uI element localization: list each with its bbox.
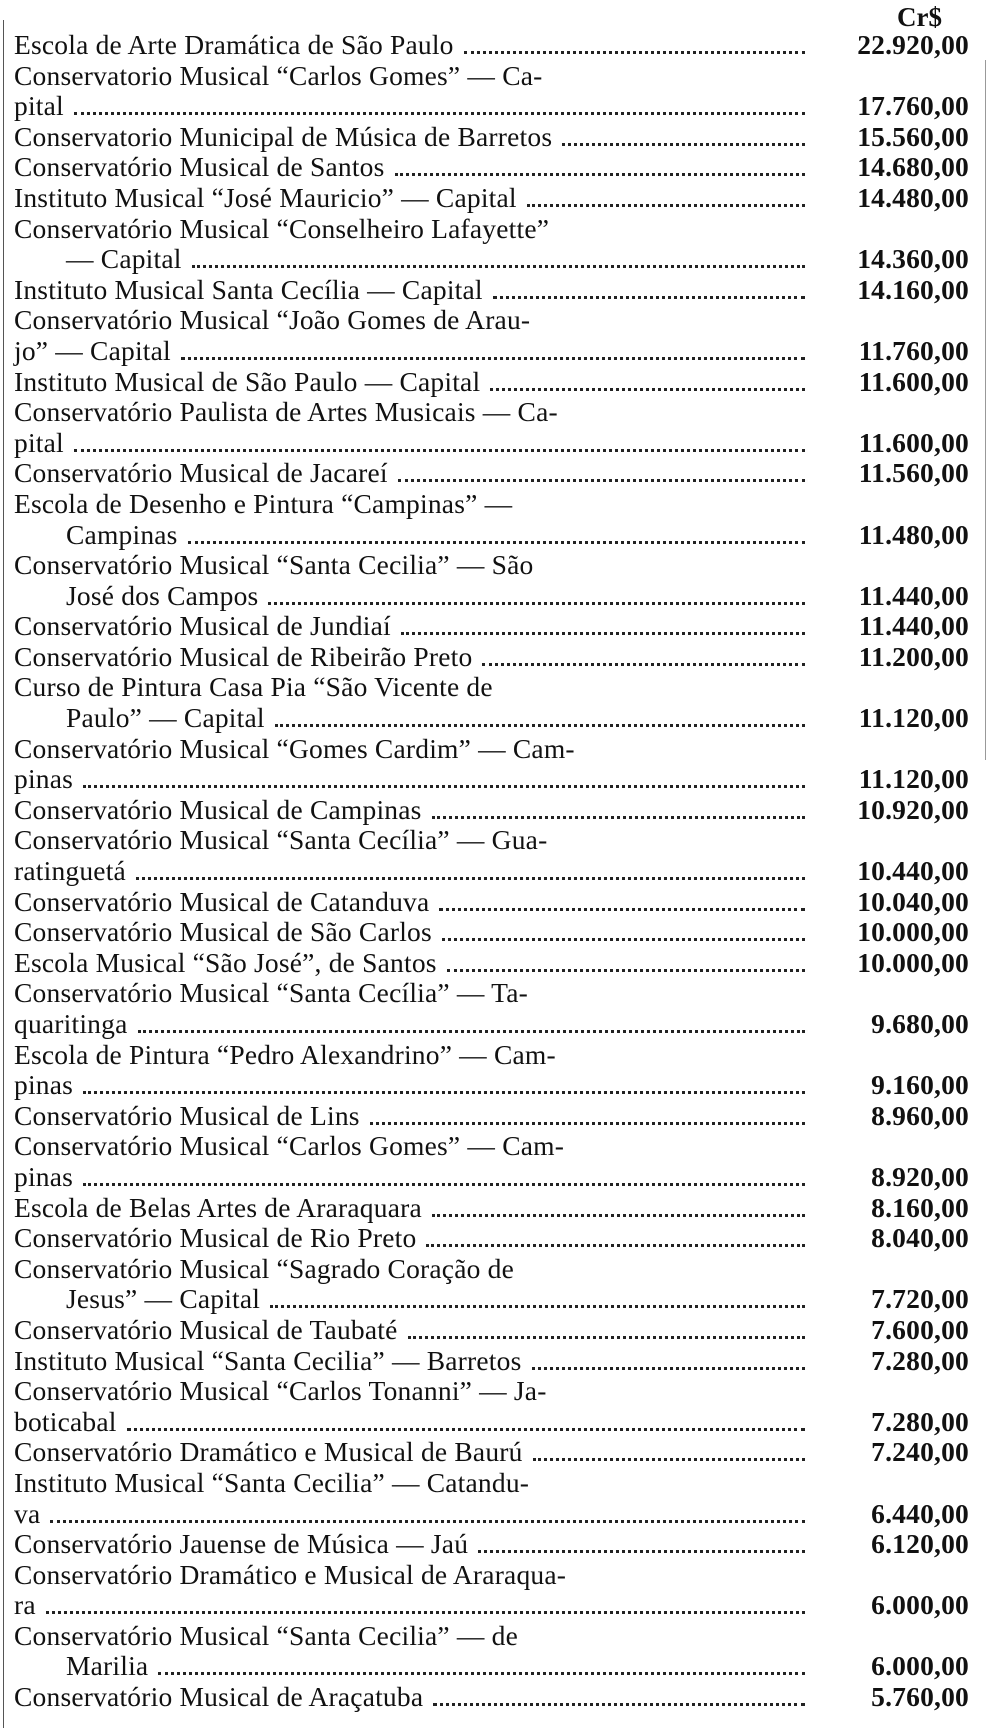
entry-line [14,1499,969,1530]
amount: 11.480,00 [858,518,969,550]
institution-name: ra [14,1589,36,1621]
institution-name: Conservatório Musical “Santa Cecilia” — São [14,549,534,581]
amount: 6.000,00 [871,1650,969,1682]
list-item [14,948,969,979]
dot-leader [270,1305,805,1308]
dot-leader [464,51,805,54]
entry-line [14,458,969,489]
entry-line [14,550,969,581]
list-item [14,122,969,153]
institution-name: Conservatório Musical “Sagrado Coração de [14,1252,514,1284]
dot-leader [268,602,805,605]
appropriation-list [14,30,969,1713]
amount: 8.960,00 [871,1099,969,1131]
entry-line [14,611,969,642]
list-item [14,1621,969,1682]
institution-name: Instituto Musical “Santa Cecilia” — Catandu- [14,1466,530,1498]
amount: 22.920,00 [857,29,969,60]
dot-leader [370,1122,805,1125]
entry-line [14,1437,969,1468]
entry-line [14,1407,969,1438]
list-item [14,1437,969,1468]
entry-line [14,1560,969,1591]
dot-leader [532,1367,806,1370]
entry-line [14,428,969,459]
dot-leader [188,541,805,544]
list-item [14,1193,969,1224]
dot-leader [432,816,805,819]
entry-line [14,1590,969,1621]
amount: 11.440,00 [858,610,969,642]
entry-line [14,917,969,948]
dot-leader [46,1611,805,1614]
dot-leader [426,1244,805,1247]
entry-line [14,30,969,61]
list-item [14,1468,969,1529]
institution-name: Conservatório Musical “Carlos Gomes” — Cam- [14,1130,565,1162]
dot-leader [395,173,805,176]
institution-name: Conservatório Musical de Araçatuba [14,1681,424,1713]
entry-line [14,825,969,856]
dot-leader [127,1428,805,1431]
dot-leader [447,969,805,972]
entry-line [14,520,969,551]
entry-line [14,61,969,92]
entry-line [14,91,969,122]
list-item [14,275,969,306]
entry-line [14,1346,969,1377]
entry-line [14,764,969,795]
list-item [14,1131,969,1192]
institution-name: Instituto Musical de São Paulo — Capital [14,365,481,397]
institution-name: Conservatorio Musical “Carlos Gomes” — Ca- [14,59,543,91]
list-item [14,672,969,733]
institution-name: Escola Musical “São José”, de Santos [14,946,437,978]
entry-line [14,183,969,214]
dot-leader [398,479,805,482]
list-item [14,1254,969,1315]
amount: 14.480,00 [857,181,969,213]
list-item [14,183,969,214]
list-item [14,489,969,550]
amount: 10.920,00 [857,793,969,825]
institution-name: Jesus” — Capital [66,1283,261,1315]
amount: 8.040,00 [871,1222,969,1254]
amount: 10.440,00 [857,855,969,887]
list-item [14,305,969,366]
list-item [14,1315,969,1346]
entry-line [14,1040,969,1071]
entry-line [14,1009,969,1040]
institution-name: pinas [14,763,74,795]
amount: 11.120,00 [858,763,969,795]
amount: 7.240,00 [871,1436,969,1468]
institution-name: Escola de Arte Dramática de São Paulo [14,29,454,60]
institution-name: Conservatório Musical “Carlos Tonanni” — Ja- [14,1375,547,1407]
institution-name: Instituto Musical “José Mauricio” — Capital [14,181,517,213]
entry-line [14,978,969,1009]
list-item [14,458,969,489]
list-item [14,367,969,398]
entry-line [14,581,969,612]
list-item [14,152,969,183]
institution-name: jo” — Capital [14,334,171,366]
entry-line [14,1651,969,1682]
entry-line [14,489,969,520]
list-item [14,734,969,795]
entry-line [14,1193,969,1224]
entry-line [14,1070,969,1101]
entry-line [14,795,969,826]
dot-leader [442,938,805,941]
amount: 9.680,00 [871,1008,969,1039]
institution-name: Conservatório Musical “Santa Cecília” — Gua- [14,824,548,856]
amount: 10.000,00 [857,916,969,948]
amount: 7.280,00 [871,1344,969,1376]
institution-name: Conservatório Paulista de Artes Musicais — Ca- [14,396,558,428]
dot-leader [562,143,805,146]
institution-name: Instituto Musical “Santa Cecilia” — Barretos [14,1344,522,1376]
list-item [14,1560,969,1621]
amount: 11.120,00 [858,702,969,734]
institution-name: pital [14,90,64,122]
entry-line [14,948,969,979]
list-item [14,825,969,886]
entry-line [14,336,969,367]
list-item [14,611,969,642]
amount: 17.760,00 [857,90,969,122]
amount: 11.200,00 [858,640,969,672]
list-item [14,61,969,122]
amount: 6.440,00 [871,1497,969,1529]
institution-name: Marilia [66,1650,149,1682]
list-item [14,642,969,673]
dot-leader [138,1030,806,1033]
dot-leader [527,204,805,207]
list-item [14,1223,969,1254]
entry-line [14,1223,969,1254]
institution-name: Conservatório Musical de São Carlos [14,916,432,948]
currency-header: Cr$ [897,2,942,32]
dot-leader [192,265,805,268]
dot-leader [83,1183,805,1186]
institution-name: Conservatório Musical de Jundiaí [14,610,391,642]
amount: 5.760,00 [871,1681,969,1713]
entry-line [14,1621,969,1652]
dot-leader [490,388,805,391]
institution-name: — Capital [66,243,182,275]
amount: 14.360,00 [857,243,969,275]
column-rule-right [985,60,986,760]
institution-name: Conservatório Musical de Taubaté [14,1313,398,1345]
amount: 8.160,00 [871,1191,969,1223]
institution-name: Instituto Musical Santa Cecília — Capital [14,273,483,305]
institution-name: Conservatório Jauense de Música — Jaú [14,1528,469,1560]
entry-line [14,1376,969,1407]
amount: 14.680,00 [857,151,969,183]
entry-line [14,734,969,765]
dot-leader [83,785,805,788]
list-item [14,887,969,918]
amount: 9.160,00 [871,1069,969,1101]
entry-line [14,1468,969,1499]
entry-line [14,244,969,275]
list-item [14,978,969,1039]
dot-leader [493,296,805,299]
dot-leader [275,724,805,727]
institution-name: pinas [14,1069,74,1101]
amount: 6.000,00 [871,1589,969,1621]
institution-name: va [14,1497,41,1529]
entry-line [14,856,969,887]
dot-leader [50,1520,805,1523]
entry-line [14,1131,969,1162]
dot-leader [432,1214,805,1217]
list-item [14,397,969,458]
list-item [14,1040,969,1101]
entry-line [14,1101,969,1132]
amount: 11.560,00 [858,457,969,489]
entry-line [14,1284,969,1315]
institution-name: Conservatório Musical de Lins [14,1099,360,1131]
dot-leader [401,632,805,635]
list-item [14,1682,969,1713]
institution-name: Paulo” — Capital [66,702,265,734]
entry-line [14,1254,969,1285]
institution-name: Conservatório Musical de Ribeirão Preto [14,640,473,672]
list-item [14,214,969,275]
entry-line [14,1529,969,1560]
entry-line [14,642,969,673]
institution-name: Conservatório Musical de Santos [14,151,385,183]
entry-line [14,703,969,734]
institution-name: pinas [14,1160,74,1192]
amount: 15.560,00 [857,120,969,152]
entry-line [14,1682,969,1713]
institution-name: Campinas [66,518,178,550]
institution-name: Conservatório Musical de Rio Preto [14,1222,417,1254]
dot-leader [158,1672,805,1675]
entry-line [14,1162,969,1193]
institution-name: pital [14,426,64,458]
dot-leader [136,877,805,880]
amount: 6.120,00 [871,1528,969,1560]
amount: 8.920,00 [871,1160,969,1192]
institution-name: Conservatório Musical de Catanduva [14,885,430,917]
dot-leader [482,663,805,666]
amount: 7.600,00 [871,1313,969,1345]
institution-name: Conservatório Musical “Conselheiro Lafayette” [14,212,550,244]
entry-line [14,887,969,918]
institution-name: Conservatório Musical de Campinas [14,793,422,825]
institution-name: Conservatorio Municipal de Música de Barretos [14,120,553,152]
amount: 11.600,00 [858,365,969,397]
institution-name: Conservatório Musical de Jacareí [14,457,388,489]
list-item [14,1346,969,1377]
amount: 11.600,00 [858,426,969,458]
entry-line [14,214,969,245]
list-item [14,30,969,61]
institution-name: José dos Campos [66,579,259,611]
dot-leader [433,1703,805,1706]
amount: 7.280,00 [871,1405,969,1437]
dot-leader [83,1091,805,1094]
list-item [14,917,969,948]
amount: 7.720,00 [871,1283,969,1315]
dot-leader [181,357,805,360]
entry-line [14,122,969,153]
entry-line [14,367,969,398]
dot-leader [74,449,805,452]
institution-name: Conservatório Musical “Gomes Cardim” — Cam- [14,732,575,764]
institution-name: Conservatório Musical “João Gomes de Arau- [14,304,531,336]
amount: 10.040,00 [857,885,969,917]
dot-leader [74,112,805,115]
list-item [14,1529,969,1560]
institution-name: Conservatório Musical “Santa Cecília” — Ta- [14,977,529,1009]
list-item [14,1101,969,1132]
institution-name: Escola de Desenho e Pintura “Campinas” — [14,487,513,519]
column-rule-left [3,20,4,1728]
institution-name: boticabal [14,1405,117,1437]
list-item [14,550,969,611]
entry-line [14,1315,969,1346]
institution-name: Conservatório Musical “Santa Cecilia” — de [14,1619,519,1651]
dot-leader [478,1550,805,1553]
list-item [14,795,969,826]
entry-line [14,152,969,183]
amount: 14.160,00 [857,273,969,305]
dot-leader [533,1458,805,1461]
entry-line [14,672,969,703]
amount: 11.760,00 [858,334,969,366]
institution-name: quaritinga [14,1008,128,1039]
institution-name: Conservatório Dramático e Musical de Baurú [14,1436,523,1468]
institution-name: Escola de Pintura “Pedro Alexandrino” — Cam- [14,1038,556,1070]
institution-name: Conservatório Dramático e Musical de Araraqua- [14,1558,567,1590]
dot-leader [408,1336,805,1339]
institution-name: Curso de Pintura Casa Pia “São Vicente de [14,671,493,703]
dot-leader [439,908,805,911]
amount: 11.440,00 [858,579,969,611]
entry-line [14,275,969,306]
entry-line [14,397,969,428]
list-item [14,1376,969,1437]
institution-name: Escola de Belas Artes de Araraquara [14,1191,422,1223]
amount: 10.000,00 [857,946,969,978]
entry-line [14,305,969,336]
institution-name: ratinguetá [14,855,126,887]
